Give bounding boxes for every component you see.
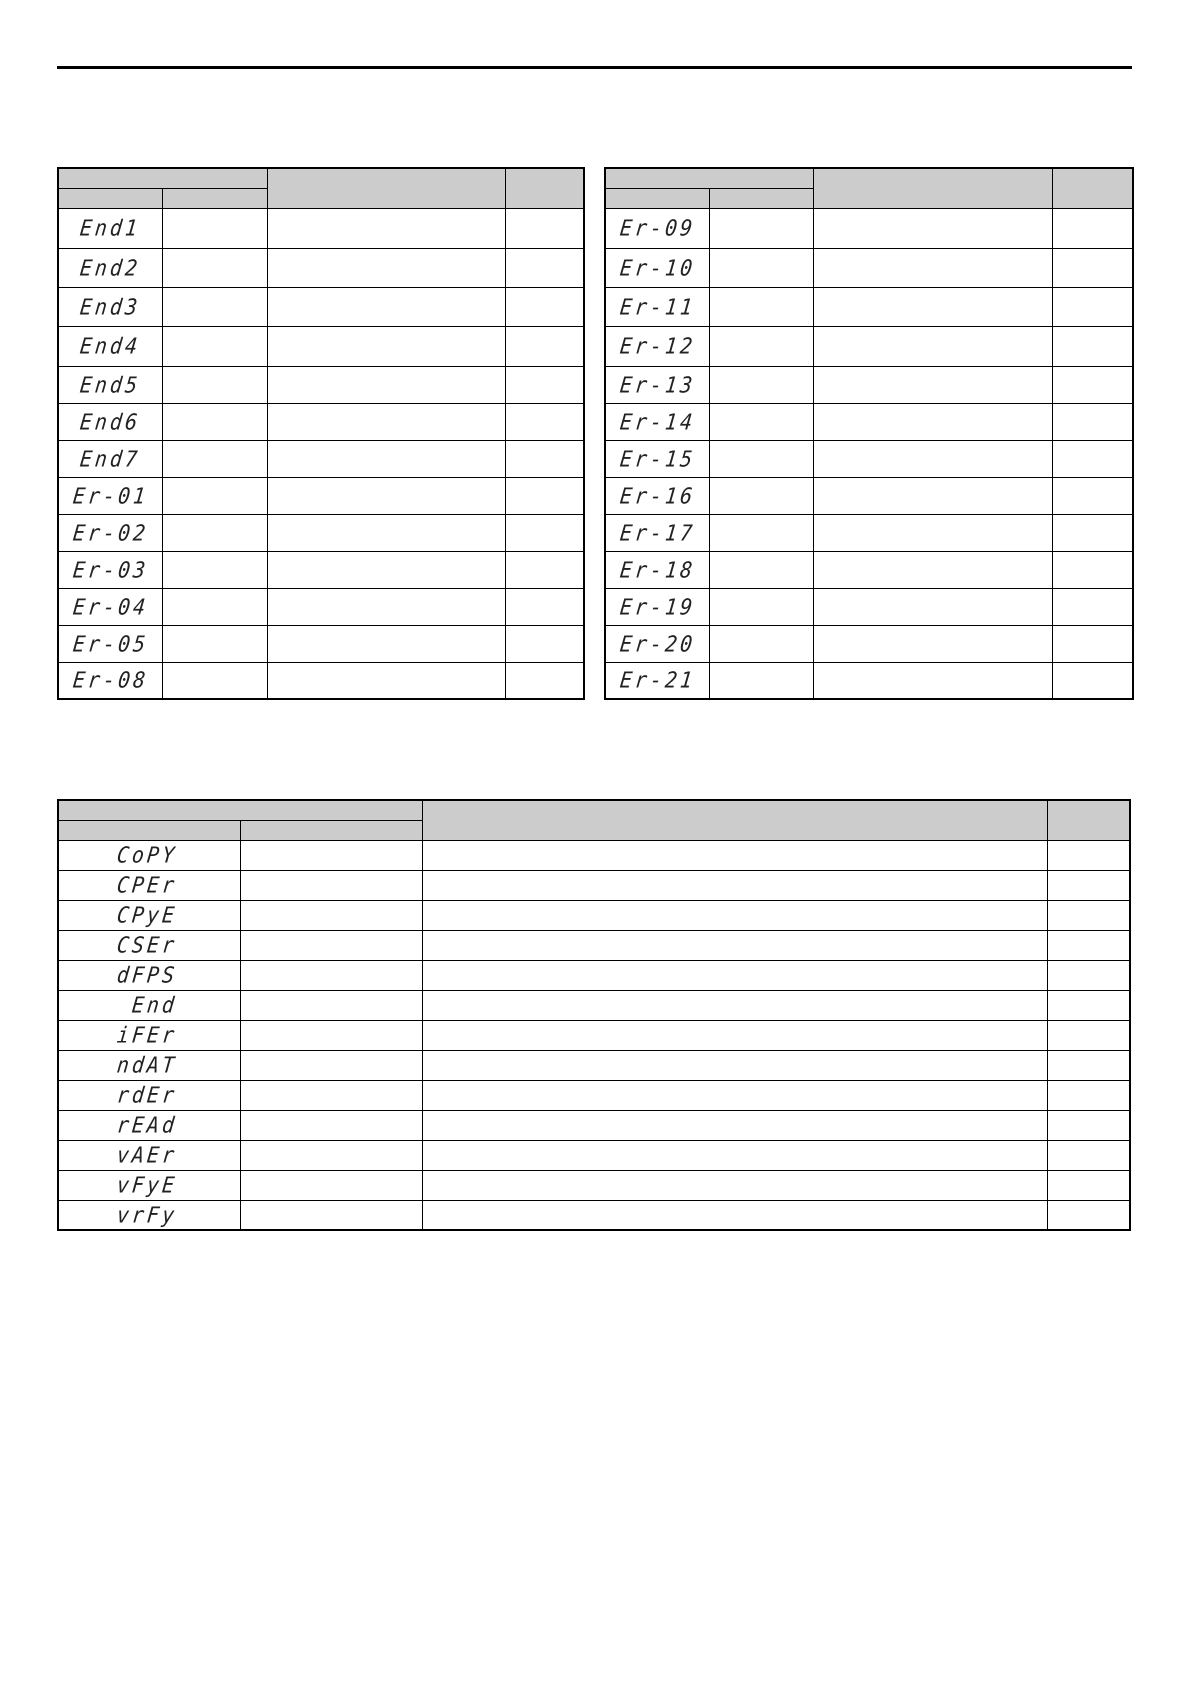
code-display: Er-04 [71,593,150,620]
code-display: End1 [78,214,142,242]
code-display: vrFy [115,1201,179,1228]
header-led [709,188,813,208]
table-row [58,440,584,477]
code-display: iFEr [115,1021,179,1049]
table-row [605,403,1133,440]
header-name [814,168,1053,208]
code-display: dFPS [115,961,179,989]
table-row [605,625,1133,662]
fault-table-right [604,167,1134,700]
table-row [58,930,1130,960]
header-display-group [58,168,267,188]
header-name [422,800,1047,840]
header-display-group [605,168,814,188]
table-row [605,248,1133,287]
code-display: Er-05 [71,630,150,657]
table-row [58,1050,1130,1080]
table-row [58,514,584,551]
table-row [58,960,1130,990]
code-display: CoPY [115,841,179,869]
header-digital-operator [605,188,709,208]
table-row [58,248,584,287]
code-display: Er-15 [618,445,697,472]
table-row [605,514,1133,551]
header-page [505,168,584,208]
table-row [605,662,1133,699]
code-display: rEAd [115,1111,179,1139]
table-row [58,870,1130,900]
code-display: Er-12 [618,332,697,360]
table-row [58,840,1130,870]
table-row [605,477,1133,514]
code-display: End5 [78,371,142,398]
header-page [1053,168,1133,208]
table-row [605,326,1133,366]
table-row [58,477,584,514]
code-display: End7 [78,445,142,472]
header-page [1047,800,1130,840]
code-display: Er-08 [71,667,150,694]
code-display: Er-21 [618,667,697,694]
table-row [605,208,1133,248]
code-display: Er-09 [618,214,697,242]
header-display-group [58,800,422,820]
code-display: Er-13 [618,371,697,398]
code-display: Er-20 [618,630,697,657]
table-row [58,287,584,326]
table-row [58,900,1130,930]
code-display: Er-01 [71,482,150,509]
table-row [58,1200,1130,1230]
table-row [58,625,584,662]
code-display: Er-18 [618,556,697,583]
table-row [58,1020,1130,1050]
code-display: End6 [78,408,142,435]
table-row [605,551,1133,588]
table-row [605,287,1133,326]
table-row [605,440,1133,477]
code-display: Er-10 [618,254,697,281]
code-display: End3 [78,293,142,320]
code-display: vFyE [115,1171,179,1199]
top-rule [57,66,1132,69]
header-digital-operator [58,820,240,840]
code-display: End4 [78,332,142,360]
table-row [58,1170,1130,1200]
code-display: Er-03 [71,556,150,583]
code-display: ndAT [115,1051,179,1079]
code-display: rdEr [115,1081,179,1109]
table-row [58,551,584,588]
code-display: Er-19 [618,593,697,620]
code-display: End [130,991,179,1019]
code-display: CSEr [115,931,179,959]
fault-table-left [57,167,585,700]
table-row [605,366,1133,403]
code-display: End2 [78,254,142,281]
table-row [58,662,584,699]
table-row [58,403,584,440]
table-row [58,588,584,625]
code-display: CPEr [115,871,179,899]
table-row [58,326,584,366]
code-display: Er-11 [618,293,697,320]
code-display: Er-16 [618,482,697,509]
header-led [162,188,267,208]
code-display: Er-17 [618,519,697,546]
code-display: CPyE [115,901,179,929]
code-display: vAEr [115,1141,179,1169]
table-row [58,1080,1130,1110]
table-row [58,1110,1130,1140]
table-row [58,208,584,248]
header-name [267,168,505,208]
header-digital-operator [58,188,162,208]
code-display: Er-02 [71,519,150,546]
header-led [240,820,422,840]
table-row [58,366,584,403]
copy-error-table [57,799,1131,1231]
table-row [605,588,1133,625]
table-row [58,1140,1130,1170]
code-display: Er-14 [618,408,697,435]
table-row [58,990,1130,1020]
